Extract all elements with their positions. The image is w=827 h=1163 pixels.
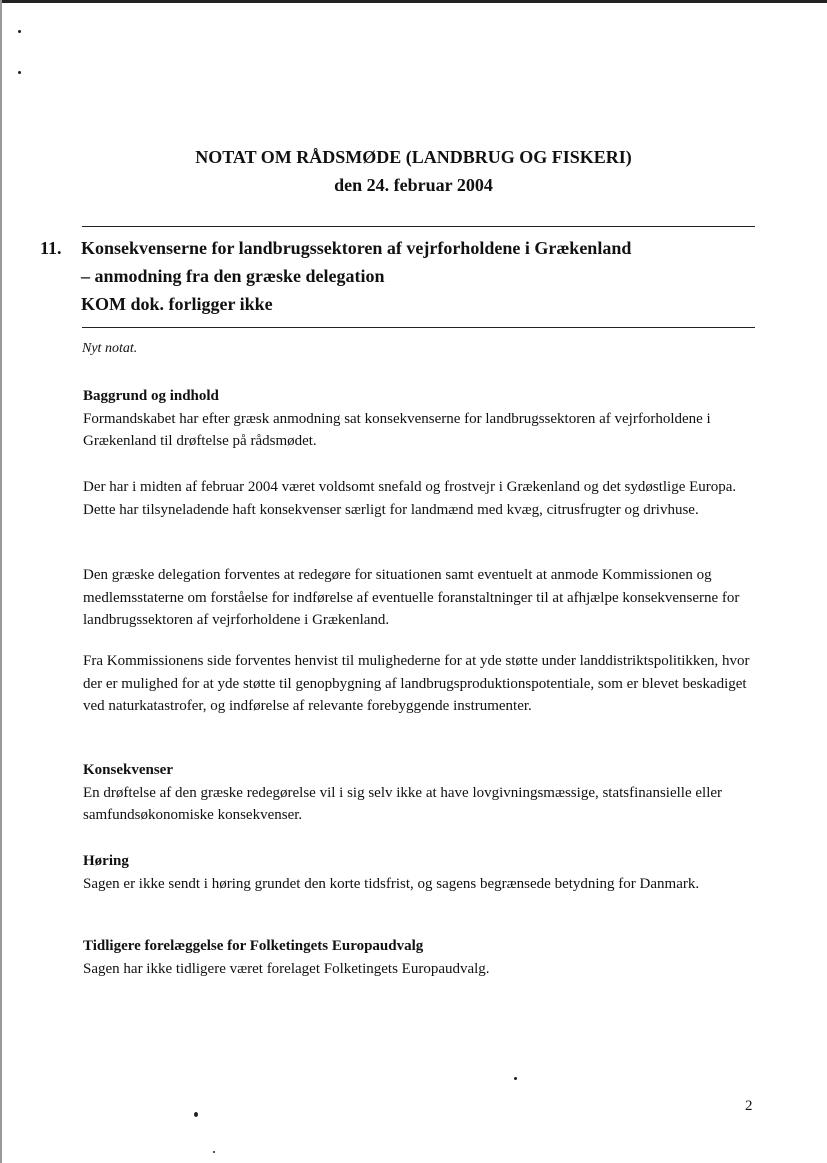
note-label: Nyt notat. <box>82 341 138 356</box>
section-heading: Konsekvenser <box>83 762 173 778</box>
agenda-title-line-2: – anmodning fra den græske delegation <box>81 266 385 286</box>
paragraph: Fra Kommissionens side forventes henvist til mulighederne for at yde støtte under landdistriktspolitikken, hvor der er mulighed for at yde støtte til genopbygning af landbrugsproduktionspotentiale, som er blevet beskadiget ved naturkatastrofer, og indførelse af relevante forebyggende instrumenter. <box>83 653 750 714</box>
paragraph: En drøftelse af den græske redegørelse vil i sig selv ikke at have lovgivningsmæssige, statsfinansielle eller samfundsøkonomiske konsekvenser. <box>83 784 723 823</box>
divider-top <box>82 226 755 227</box>
section-heading: Tidligere forelæggelse for Folketingets Europaudvalg <box>83 938 424 954</box>
agenda-title-line-1: Konsekvenserne for landbrugssektoren af vejrforholdene i Grækenland <box>81 238 632 258</box>
scan-speck <box>194 1112 198 1117</box>
paragraph: Sagen har ikke tidligere været forelaget Folketingets Europaudvalg. <box>83 960 490 977</box>
agenda-title-line-3: KOM dok. forligger ikke <box>81 294 273 314</box>
agenda-number: 11. <box>40 238 62 258</box>
scan-speck <box>18 30 21 33</box>
paragraph: Sagen er ikke sendt i høring grundet den korte tidsfrist, og sagens begrænsede betydning for Danmark. <box>83 875 700 892</box>
divider-bottom <box>82 327 755 328</box>
paragraph: Formandskabet har efter græsk anmodning sat konsekvenserne for landbrugssektoren af vejrforholdene i Grækenland til drøftelse på rådsmødet. <box>83 410 711 449</box>
section-heading: Baggrund og indhold <box>83 388 219 404</box>
page-number: 2 <box>745 1098 753 1114</box>
scan-speck <box>514 1077 517 1080</box>
paragraph: Den græske delegation forventes at redegøre for situationen samt eventuelt at anmode Kommissionen og medlemsstaterne om forståelse for indførelse af eventuelle foranstaltninger til at afhjælpe konsekvenserne for landbrugssektoren af vejrforholdene i Grækenland. <box>83 567 740 628</box>
section-hoering <box>83 850 753 895</box>
section-konsekvenser <box>83 759 753 827</box>
title-date: den 24. februar 2004 <box>334 175 493 195</box>
paragraph: Der har i midten af februar 2004 været voldsomt snefald og frostvejr i Grækenland og det sydøstlige Europa. Dette har tilsyneladende haft konsekvenser særligt for landmænd med kvæg, citrusfrugter og drivhuse. <box>83 479 737 518</box>
section-tidligere <box>83 935 753 980</box>
scan-edge-top <box>0 0 827 3</box>
scan-speck <box>213 1151 215 1153</box>
scan-speck <box>18 71 21 74</box>
section-heading: Høring <box>83 853 129 869</box>
title-line-1: NOTAT OM RÅDSMØDE (LANDBRUG OG FISKERI) <box>195 147 632 167</box>
section-baggrund <box>83 385 753 453</box>
document-title <box>0 143 827 199</box>
